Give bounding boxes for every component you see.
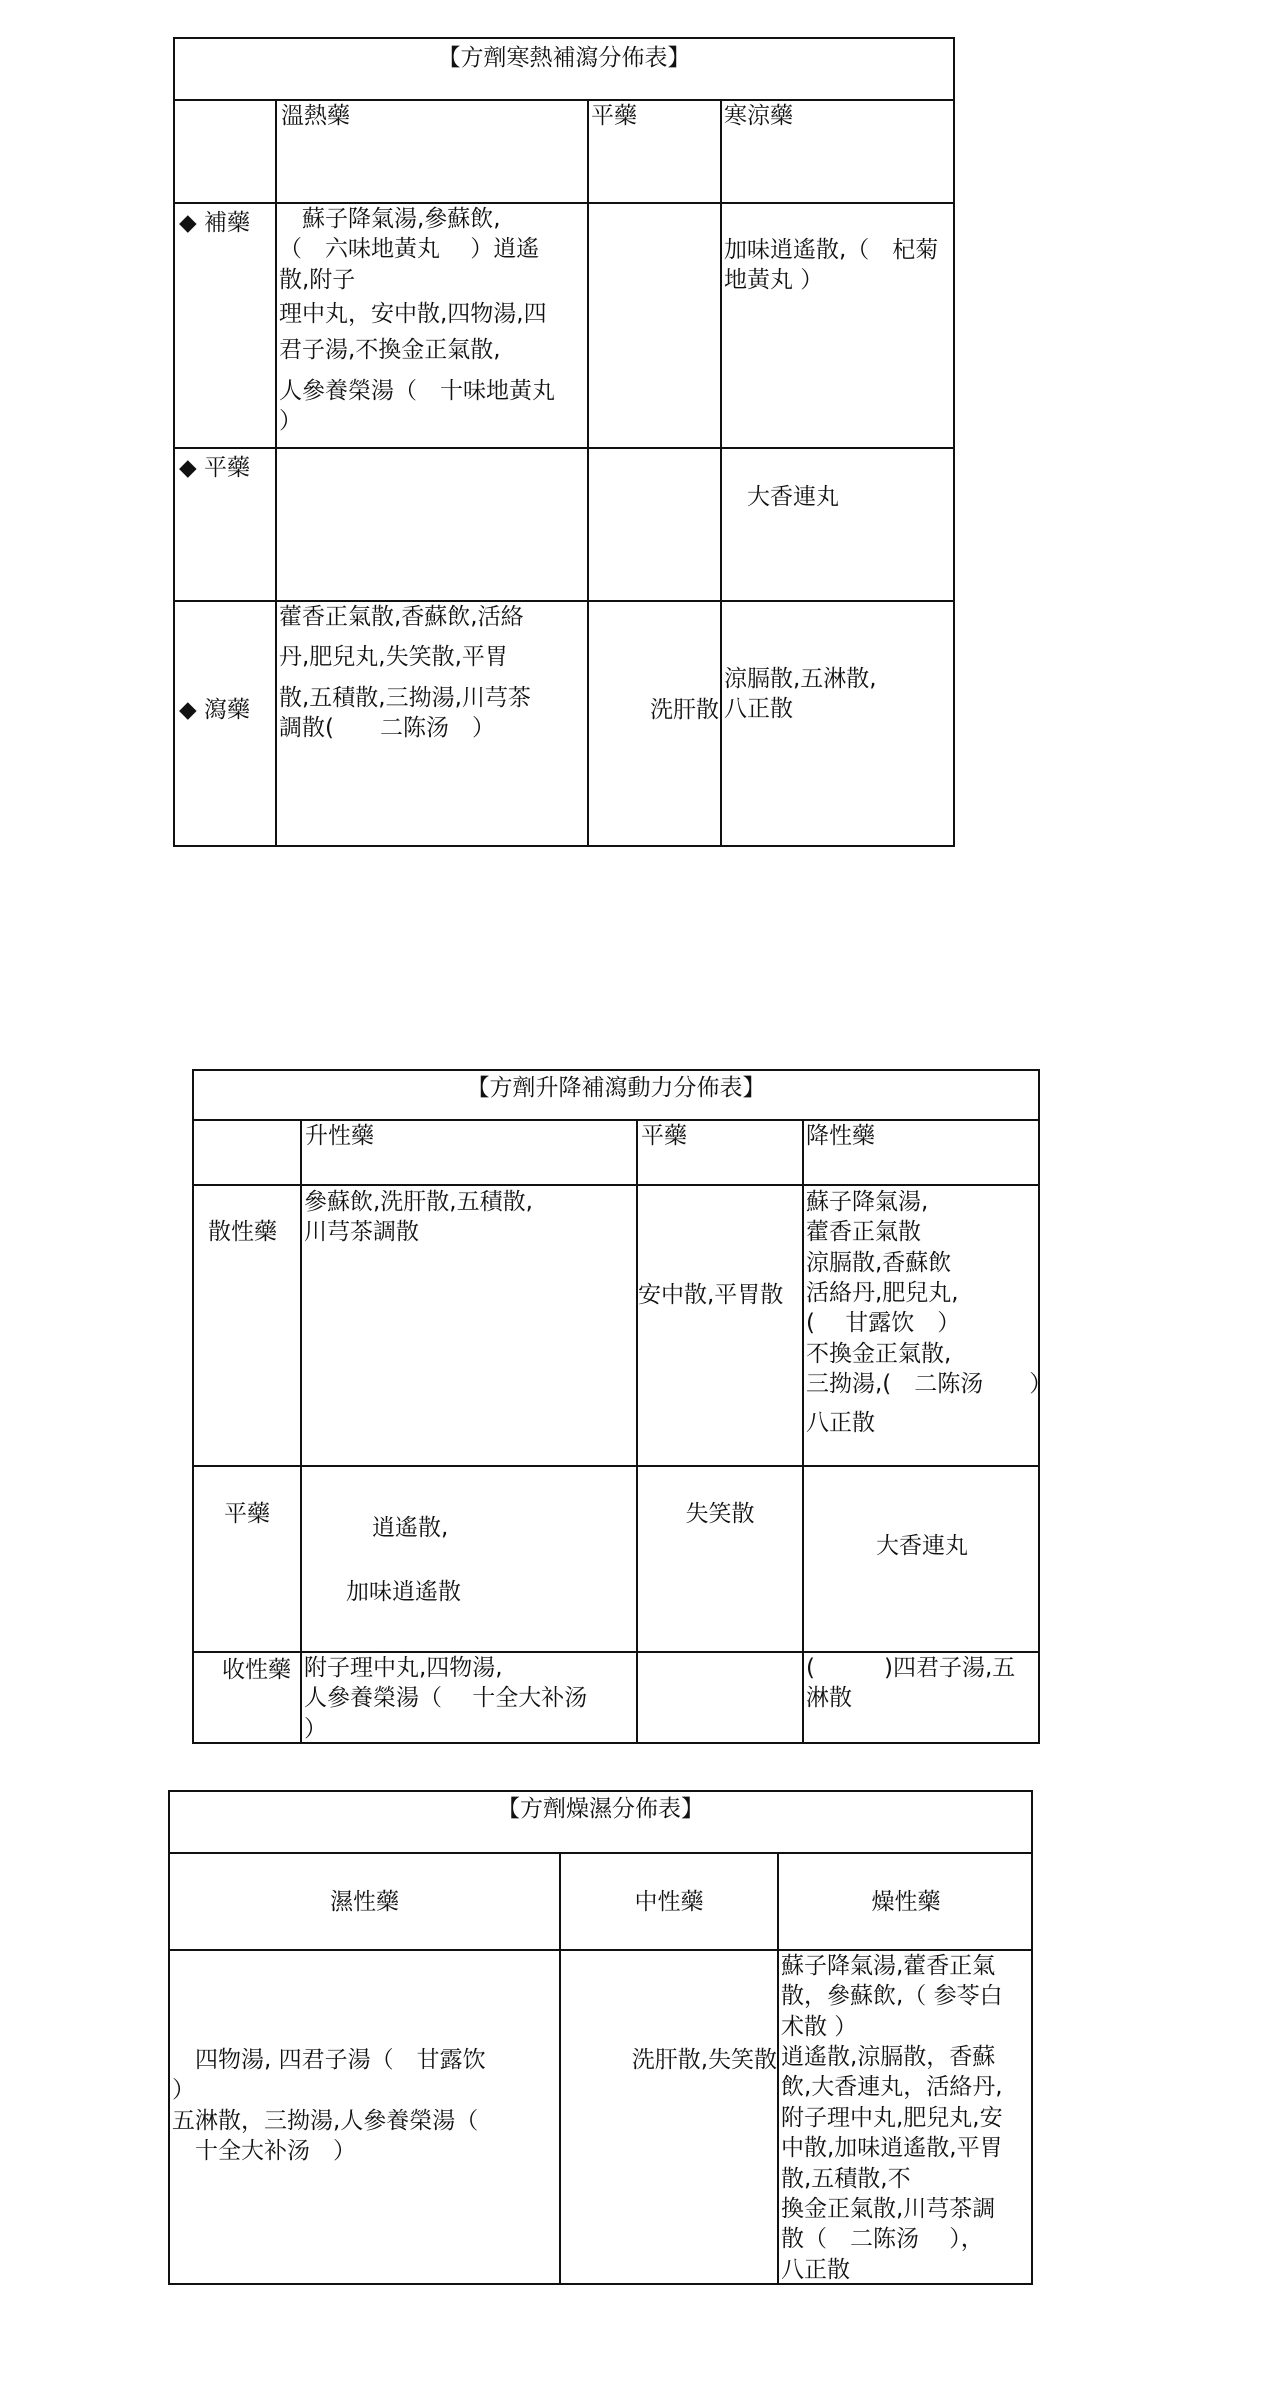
col-header-damp: 濕性藥 bbox=[330, 1889, 399, 1915]
cell-neutral-neutral: 失笑散 bbox=[685, 1501, 755, 1527]
row-header-astringe: 收性藥 bbox=[222, 1657, 291, 1683]
col-header-cold: 寒涼藥 bbox=[724, 103, 793, 129]
cell-purge-neutral: 洗肝散 bbox=[650, 697, 719, 723]
row-header-neutral: 平藥 bbox=[224, 1501, 270, 1527]
table-title: 【方劑升降補瀉動力分佈表】 bbox=[194, 1071, 1038, 1121]
col-header-warm: 溫熱藥 bbox=[281, 103, 350, 129]
cell-tonify-cold: 加味逍遙散,（ 杞菊 地黃丸 ） bbox=[724, 237, 939, 294]
col-header-ascend: 升性藥 bbox=[305, 1123, 374, 1149]
cell-astringe-ascend: 附子理中丸,四物湯, 人參養榮湯（ 十全大补汤 ） bbox=[304, 1655, 588, 1742]
cell-disperse-ascend: 參蘇飲,洗肝散,五積散, 川芎茶調散 bbox=[304, 1189, 533, 1246]
col-header-neutral: 平藥 bbox=[641, 1123, 687, 1149]
dry-damp-table bbox=[168, 1790, 1033, 2285]
cell-disperse-descend: 蘇子降氣湯, 藿香正氣散 涼膈散,香蘇飲 活絡丹,肥兒丸, ( 甘露饮 ） 不換金正氣散, 三拗湯,( 二陈汤 ） 八正散 bbox=[806, 1189, 1053, 1436]
ascend-descend-table: 【方劑升降補瀉動力分佈表】 升性藥 平藥 降性藥 散性藥 平藥 收性藥 參蘇飲,洗肝散,五積散, 川芎茶調散 安中散,平胃散 蘇子降氣湯, 藿香正氣散 涼膈散,香蘇飲 活絡丹,肥兒丸, ( 甘露饮 ） 不換金正氣散, 三拗湯,( 二陈汤 ） 八正散 逍遙散, 加味逍遙散 失笑散 大香連丸 附子理中丸,四物湯, 人參養榮湯（ 十全大补汤 ） ( )四君子湯,五 淋散 bbox=[192, 1069, 1040, 1744]
cell-damp: 四物湯, 四君子湯（ 甘露饮 ） 五淋散，三拗湯,人參養榮湯（ 十全大补汤 ） bbox=[172, 2047, 486, 2165]
cell-dry: 蘇子降氣湯,藿香正氣 散，參蘇飲,（ 参苓白 术散 ） 逍遙散,涼膈散，香蘇 飲,大香連丸，活絡丹, 附子理中丸,肥兒丸,安 中散,加味逍遙散,平胃 散,五積散,不 換金正氣散,川芎茶調 散（ 二陈汤 ）， 八正散 bbox=[781, 1953, 1003, 2283]
row-header-tonify: ◆ 補藥 bbox=[179, 210, 250, 236]
row-header-purge: ◆ 瀉藥 bbox=[179, 697, 250, 723]
cell-purge-warm: 藿香正氣散,香蘇飲,活絡 丹,肥兒丸,失笑散,平胃 散,五積散,三拗湯,川芎茶 調散( 二陈汤 ） bbox=[279, 604, 531, 742]
cell-disperse-neutral: 安中散,平胃散 bbox=[638, 1282, 784, 1308]
cell-purge-cold: 涼膈散,五淋散, 八正散 bbox=[724, 666, 877, 723]
table-title: 【方劑寒熱補瀉分佈表】 bbox=[175, 39, 953, 101]
cell-neutral-descend: 大香連丸 bbox=[876, 1533, 968, 1559]
table-title: 【方劑燥濕分佈表】 bbox=[170, 1792, 1031, 1854]
col-header-descend: 降性藥 bbox=[806, 1123, 875, 1149]
cell-neutral-cold: 大香連丸 bbox=[724, 484, 839, 510]
cell-tonify-warm: 蘇子降氣湯,參蘇飲, （ 六味地黃丸 ）逍遙 散,附子 理中丸，安中散,四物湯,四 君子湯,不換金正氣散, 人參養榮湯（ 十味地黃丸 ） bbox=[279, 206, 555, 435]
row-header-disperse: 散性藥 bbox=[208, 1219, 277, 1245]
cold-heat-table bbox=[173, 37, 955, 847]
col-header-neutral: 平藥 bbox=[591, 103, 637, 129]
col-header-neutral: 中性藥 bbox=[634, 1889, 704, 1915]
col-header-dry: 燥性藥 bbox=[871, 1889, 941, 1915]
cell-astringe-descend: ( )四君子湯,五 淋散 bbox=[806, 1655, 1016, 1712]
row-header-neutral: ◆ 平藥 bbox=[179, 455, 250, 481]
cell-neutral: 洗肝散,失笑散 bbox=[631, 2047, 777, 2073]
